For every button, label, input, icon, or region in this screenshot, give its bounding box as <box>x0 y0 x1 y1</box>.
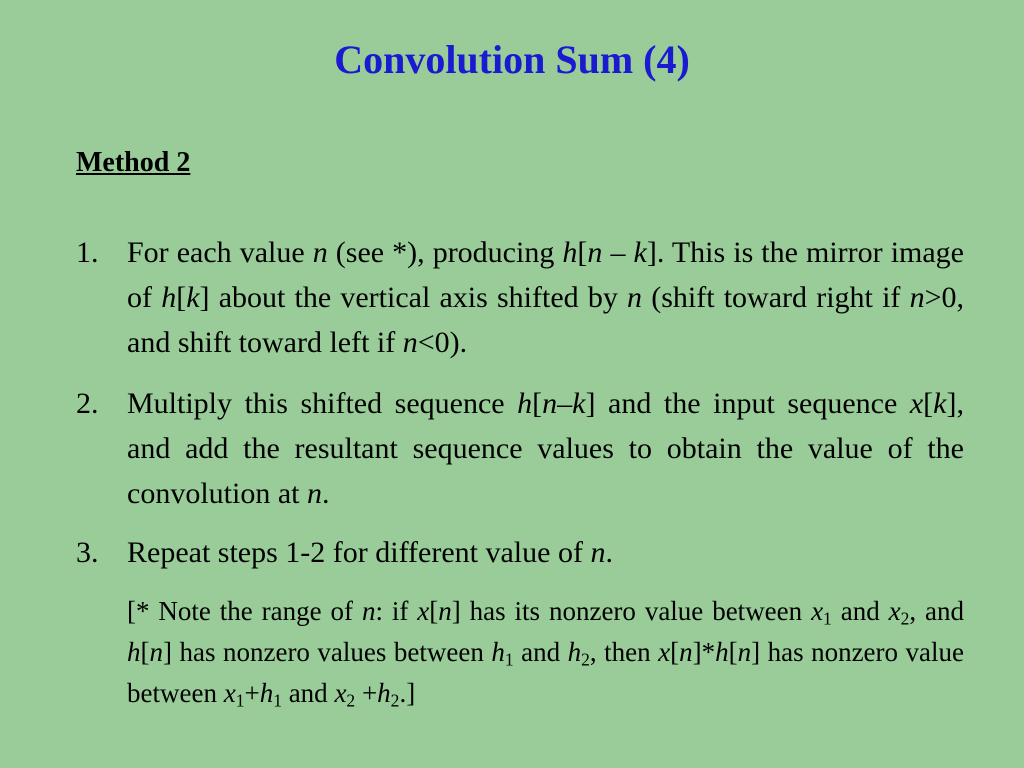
note-text: [* Note the range of n: if x[n] has its nonzero value between $x_1$ and $x_2$, and h[n] has nonzero values between $h_1$ and $h_2$, then x[n]*h[n] has nonzero value between $x_1+h_1$ and $x_2 +h_2$.] <box>127 596 964 711</box>
step-number: 2. <box>76 387 99 420</box>
step-3 <box>76 530 964 575</box>
step-text: Repeat steps 1-2 for different value of n. <box>127 536 613 569</box>
step-number: 1. <box>76 236 99 269</box>
method-heading: Method 2 <box>76 147 191 178</box>
step-number: 3. <box>76 536 99 569</box>
step-text: For each value n (see *), producing h[n – k]. This is the mirror image of h[k] about the vertical axis shifted by n (shift toward right if n>0, and shift toward left if n<0). <box>127 236 964 359</box>
step-1 <box>76 230 964 365</box>
step-2 <box>76 381 964 516</box>
step-text: Multiply this shifted sequence h[n–k] and the input sequence x[k], and add the resultant sequence values to obtain the value of the convolution at n. <box>127 387 964 510</box>
slide-title: Convolution Sum (4) <box>334 37 690 82</box>
range-note <box>117 591 964 714</box>
